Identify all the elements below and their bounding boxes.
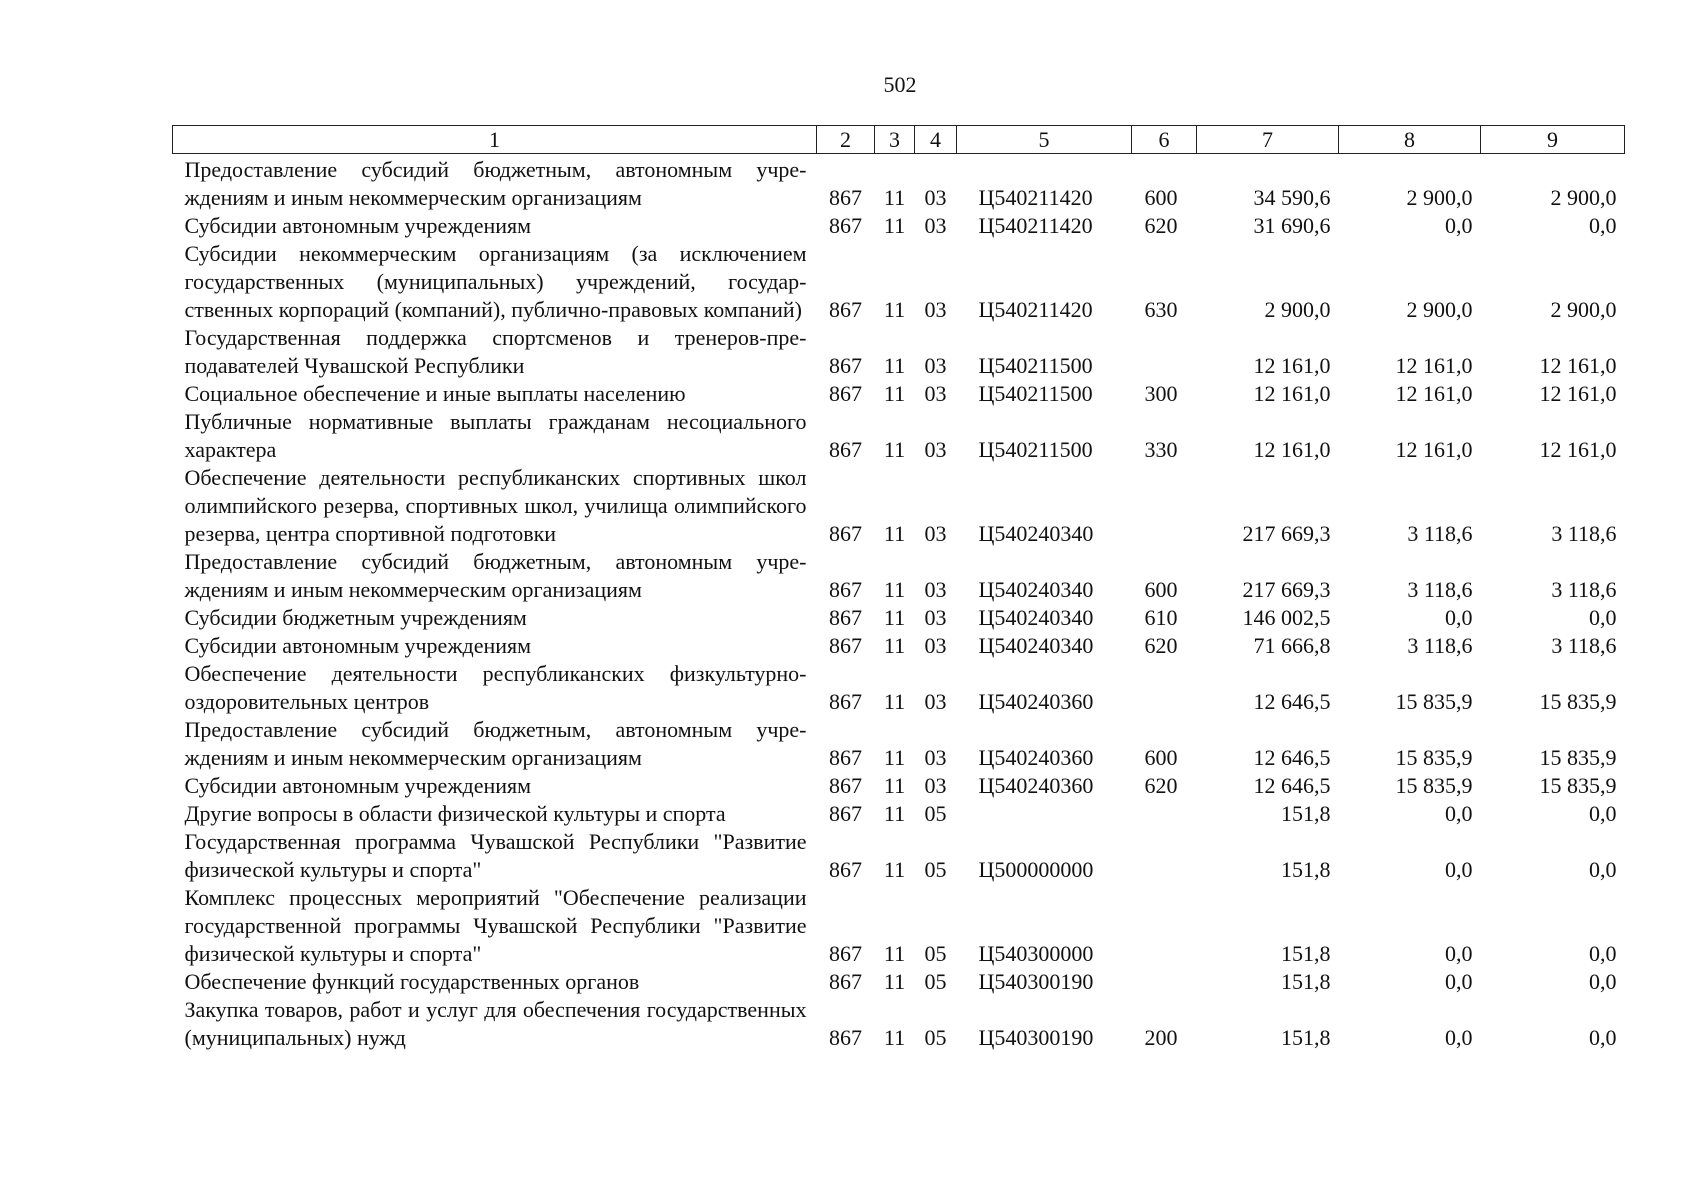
row-name: Субсидии автономным учреждениям bbox=[184, 633, 532, 658]
subsection-code: 03 bbox=[924, 689, 947, 714]
ministry-code: 867 bbox=[829, 577, 862, 602]
row-name: Предоставление субсидий бюджетным, автономным учреждениям и иным некоммерческим организациям bbox=[184, 717, 807, 770]
ministry-code: 867 bbox=[829, 941, 862, 966]
ministry-code: 867 bbox=[829, 1025, 862, 1050]
amount-col-9: 0,0 bbox=[1589, 801, 1617, 826]
amount-col-9: 0,0 bbox=[1589, 941, 1617, 966]
subsection-code: 03 bbox=[924, 381, 947, 406]
ministry-code: 867 bbox=[829, 745, 862, 770]
target-article-code: Ц540300000 bbox=[978, 941, 1094, 966]
expense-type-code bbox=[1132, 884, 1197, 968]
table-row bbox=[173, 716, 1625, 772]
header-cell-7: 7 bbox=[1197, 126, 1339, 154]
table-row bbox=[173, 884, 1625, 968]
expense-type-code: 620 bbox=[1144, 633, 1178, 658]
section-code: 11 bbox=[883, 941, 906, 966]
target-article-code bbox=[957, 800, 1132, 828]
ministry-code: 867 bbox=[829, 689, 862, 714]
row-name: Предоставление субсидий бюджетным, автономным учреждениям и иным некоммерческим организациям bbox=[184, 157, 807, 210]
amount-col-8: 15 835,9 bbox=[1395, 745, 1473, 770]
header-cell-9: 9 bbox=[1481, 126, 1625, 154]
amount-col-8: 0,0 bbox=[1445, 941, 1473, 966]
target-article-code: Ц540211500 bbox=[978, 381, 1093, 406]
amount-col-7: 12 646,5 bbox=[1253, 773, 1331, 798]
expense-type-code bbox=[1132, 968, 1197, 996]
amount-col-9: 12 161,0 bbox=[1539, 437, 1617, 462]
amount-col-8: 0,0 bbox=[1445, 1025, 1473, 1050]
amount-col-8: 15 835,9 bbox=[1395, 689, 1473, 714]
amount-col-9: 12 161,0 bbox=[1539, 381, 1617, 406]
table-row bbox=[173, 380, 1625, 408]
target-article-code: Ц540240360 bbox=[978, 689, 1094, 714]
row-name: Предоставление субсидий бюджетным, автономным учреждениям и иным некоммерческим организациям bbox=[184, 549, 807, 602]
amount-col-8: 3 118,6 bbox=[1407, 521, 1473, 546]
amount-col-7: 151,8 bbox=[1281, 1025, 1331, 1050]
amount-col-8: 12 161,0 bbox=[1395, 437, 1473, 462]
amount-col-7: 151,8 bbox=[1281, 941, 1331, 966]
row-name: Субсидии некоммерческим организациям (за исключением государственных (муниципальных) учреждений, государственных корпораций (компаний), публично-правовых компаний) bbox=[184, 241, 807, 322]
target-article-code: Ц540240340 bbox=[978, 633, 1094, 658]
amount-col-9: 0,0 bbox=[1589, 605, 1617, 630]
amount-col-7: 217 669,3 bbox=[1242, 577, 1331, 602]
subsection-code: 05 bbox=[924, 941, 947, 966]
amount-col-8: 3 118,6 bbox=[1407, 633, 1473, 658]
amount-col-7: 2 900,0 bbox=[1264, 297, 1331, 322]
row-name: Другие вопросы в области физической культуры и спорта bbox=[184, 801, 726, 826]
row-name: Субсидии бюджетным учреждениям bbox=[184, 605, 527, 630]
amount-col-7: 31 690,6 bbox=[1253, 213, 1331, 238]
table-row bbox=[173, 324, 1625, 380]
table-row bbox=[173, 240, 1625, 324]
expense-type-code bbox=[1132, 324, 1197, 380]
header-cell-1: 1 bbox=[173, 126, 817, 154]
expense-type-code: 200 bbox=[1144, 1025, 1178, 1050]
ministry-code: 867 bbox=[829, 213, 862, 238]
amount-col-7: 34 590,6 bbox=[1253, 185, 1331, 210]
amount-col-8: 0,0 bbox=[1445, 969, 1473, 994]
table-row bbox=[173, 212, 1625, 240]
target-article-code: Ц540300190 bbox=[978, 969, 1094, 994]
table-row bbox=[173, 154, 1625, 213]
subsection-code: 03 bbox=[924, 185, 947, 210]
ministry-code: 867 bbox=[829, 353, 862, 378]
row-name: Обеспечение деятельности республиканских физкультурно-оздоровительных центров bbox=[184, 661, 807, 714]
amount-col-7: 12 161,0 bbox=[1253, 437, 1331, 462]
target-article-code: Ц540240360 bbox=[978, 773, 1094, 798]
section-code: 11 bbox=[883, 577, 906, 602]
amount-col-7: 71 666,8 bbox=[1253, 633, 1331, 658]
amount-col-9: 3 118,6 bbox=[1551, 577, 1617, 602]
table-row bbox=[173, 408, 1625, 464]
ministry-code: 867 bbox=[829, 185, 862, 210]
target-article-code: Ц540211420 bbox=[978, 213, 1093, 238]
row-name: Государственная программа Чувашской Республики "Развитие физической культуры и спорта" bbox=[184, 829, 807, 882]
row-name: Субсидии автономным учреждениям bbox=[184, 213, 532, 238]
amount-col-9: 0,0 bbox=[1589, 857, 1617, 882]
subsection-code: 05 bbox=[924, 801, 947, 826]
amount-col-9: 3 118,6 bbox=[1551, 633, 1617, 658]
header-cell-6: 6 bbox=[1132, 126, 1197, 154]
target-article-code: Ц540240340 bbox=[978, 521, 1094, 546]
table-row bbox=[173, 464, 1625, 548]
amount-col-8: 0,0 bbox=[1445, 605, 1473, 630]
table-row bbox=[173, 772, 1625, 800]
table-header bbox=[173, 126, 1625, 154]
section-code: 11 bbox=[883, 745, 906, 770]
header-cell-8: 8 bbox=[1339, 126, 1481, 154]
ministry-code: 867 bbox=[829, 801, 862, 826]
expense-type-code: 300 bbox=[1144, 381, 1178, 406]
amount-col-7: 151,8 bbox=[1281, 969, 1331, 994]
amount-col-9: 3 118,6 bbox=[1551, 521, 1617, 546]
target-article-code: Ц540211500 bbox=[978, 353, 1093, 378]
table-row bbox=[173, 548, 1625, 604]
section-code: 11 bbox=[883, 605, 906, 630]
row-name: Государственная поддержка спортсменов и тренеров-преподавателей Чувашской Республики bbox=[184, 325, 807, 378]
expense-type-code: 620 bbox=[1144, 213, 1178, 238]
subsection-code: 03 bbox=[924, 437, 947, 462]
section-code: 11 bbox=[883, 689, 906, 714]
header-cell-2: 2 bbox=[817, 126, 875, 154]
section-code: 11 bbox=[883, 213, 906, 238]
subsection-code: 03 bbox=[924, 297, 947, 322]
subsection-code: 03 bbox=[924, 633, 947, 658]
amount-col-9: 2 900,0 bbox=[1550, 185, 1617, 210]
amount-col-9: 15 835,9 bbox=[1539, 689, 1617, 714]
expense-type-code: 330 bbox=[1144, 437, 1178, 462]
amount-col-8: 2 900,0 bbox=[1406, 185, 1473, 210]
ministry-code: 867 bbox=[829, 633, 862, 658]
amount-col-7: 151,8 bbox=[1281, 801, 1331, 826]
expense-type-code: 600 bbox=[1144, 745, 1178, 770]
target-article-code: Ц540211420 bbox=[978, 185, 1093, 210]
header-cell-4: 4 bbox=[915, 126, 957, 154]
ministry-code: 867 bbox=[829, 381, 862, 406]
amount-col-8: 0,0 bbox=[1445, 857, 1473, 882]
page-number: 502 bbox=[883, 72, 917, 97]
ministry-code: 867 bbox=[829, 521, 862, 546]
target-article-code: Ц540211420 bbox=[978, 297, 1093, 322]
expense-type-code bbox=[1132, 800, 1197, 828]
target-article-code: Ц540240340 bbox=[978, 605, 1094, 630]
row-name: Публичные нормативные выплаты гражданам несоциального характера bbox=[184, 409, 807, 462]
table-body bbox=[173, 154, 1625, 1053]
ministry-code: 867 bbox=[829, 773, 862, 798]
ministry-code: 867 bbox=[829, 605, 862, 630]
expense-type-code: 600 bbox=[1144, 185, 1178, 210]
table-row bbox=[173, 996, 1625, 1052]
amount-col-9: 2 900,0 bbox=[1550, 297, 1617, 322]
amount-col-8: 12 161,0 bbox=[1395, 353, 1473, 378]
budget-table-container bbox=[172, 125, 1624, 1052]
target-article-code: Ц500000000 bbox=[978, 857, 1094, 882]
section-code: 11 bbox=[883, 381, 906, 406]
row-name: Закупка товаров, работ и услуг для обеспечения государственных (муниципальных) нужд bbox=[184, 997, 807, 1050]
ministry-code: 867 bbox=[829, 437, 862, 462]
row-name: Субсидии автономным учреждениям bbox=[184, 773, 532, 798]
amount-col-8: 0,0 bbox=[1445, 801, 1473, 826]
section-code: 11 bbox=[883, 633, 906, 658]
amount-col-9: 15 835,9 bbox=[1539, 745, 1617, 770]
amount-col-7: 12 161,0 bbox=[1253, 381, 1331, 406]
amount-col-9: 0,0 bbox=[1589, 1025, 1617, 1050]
ministry-code: 867 bbox=[829, 297, 862, 322]
section-code: 11 bbox=[883, 353, 906, 378]
target-article-code: Ц540240360 bbox=[978, 745, 1094, 770]
amount-col-7: 217 669,3 bbox=[1242, 521, 1331, 546]
expense-type-code: 600 bbox=[1144, 577, 1178, 602]
row-name: Комплекс процессных мероприятий "Обеспечение реализации государственной программы Чувашской Республики "Развитие физической культуры и спорта" bbox=[184, 885, 807, 966]
amount-col-9: 15 835,9 bbox=[1539, 773, 1617, 798]
amount-col-7: 12 161,0 bbox=[1253, 353, 1331, 378]
header-cell-5: 5 bbox=[957, 126, 1132, 154]
section-code: 11 bbox=[883, 801, 906, 826]
subsection-code: 05 bbox=[924, 857, 947, 882]
row-name: Обеспечение деятельности республиканских спортивных школ олимпийского резерва, спортивных школ, училища олимпийского резерва, центра спортивной подготовки bbox=[184, 465, 807, 546]
ministry-code: 867 bbox=[829, 857, 862, 882]
section-code: 11 bbox=[883, 297, 906, 322]
amount-col-7: 146 002,5 bbox=[1242, 605, 1331, 630]
subsection-code: 03 bbox=[924, 773, 947, 798]
subsection-code: 05 bbox=[924, 1025, 947, 1050]
target-article-code: Ц540211500 bbox=[978, 437, 1093, 462]
table-row bbox=[173, 632, 1625, 660]
ministry-code: 867 bbox=[829, 969, 862, 994]
section-code: 11 bbox=[883, 773, 906, 798]
section-code: 11 bbox=[883, 1025, 906, 1050]
table-row bbox=[173, 604, 1625, 632]
amount-col-8: 0,0 bbox=[1445, 213, 1473, 238]
amount-col-8: 3 118,6 bbox=[1407, 577, 1473, 602]
row-name: Социальное обеспечение и иные выплаты населению bbox=[184, 381, 686, 406]
target-article-code: Ц540240340 bbox=[978, 577, 1094, 602]
expense-type-code: 620 bbox=[1144, 773, 1178, 798]
amount-col-8: 12 161,0 bbox=[1395, 381, 1473, 406]
target-article-code: Ц540300190 bbox=[978, 1025, 1094, 1050]
subsection-code: 03 bbox=[924, 213, 947, 238]
section-code: 11 bbox=[883, 185, 906, 210]
subsection-code: 03 bbox=[924, 745, 947, 770]
expense-type-code: 610 bbox=[1144, 605, 1178, 630]
amount-col-9: 12 161,0 bbox=[1539, 353, 1617, 378]
amount-col-8: 2 900,0 bbox=[1406, 297, 1473, 322]
amount-col-9: 0,0 bbox=[1589, 213, 1617, 238]
header-cell-3: 3 bbox=[875, 126, 915, 154]
subsection-code: 03 bbox=[924, 577, 947, 602]
amount-col-7: 12 646,5 bbox=[1253, 689, 1331, 714]
section-code: 11 bbox=[883, 857, 906, 882]
expense-type-code bbox=[1132, 464, 1197, 548]
section-code: 11 bbox=[883, 521, 906, 546]
table-row bbox=[173, 968, 1625, 996]
section-code: 11 bbox=[883, 437, 906, 462]
subsection-code: 03 bbox=[924, 521, 947, 546]
table-row bbox=[173, 800, 1625, 828]
amount-col-8: 15 835,9 bbox=[1395, 773, 1473, 798]
table-row bbox=[173, 828, 1625, 884]
amount-col-7: 12 646,5 bbox=[1253, 745, 1331, 770]
row-name: Обеспечение функций государственных органов bbox=[184, 969, 640, 994]
expense-type-code bbox=[1132, 660, 1197, 716]
header-row bbox=[173, 126, 1625, 154]
amount-col-7: 151,8 bbox=[1281, 857, 1331, 882]
subsection-code: 03 bbox=[924, 353, 947, 378]
section-code: 11 bbox=[883, 969, 906, 994]
amount-col-9: 0,0 bbox=[1589, 969, 1617, 994]
budget-table bbox=[172, 125, 1625, 1052]
expense-type-code: 630 bbox=[1144, 297, 1178, 322]
subsection-code: 03 bbox=[924, 605, 947, 630]
subsection-code: 05 bbox=[924, 969, 947, 994]
expense-type-code bbox=[1132, 828, 1197, 884]
table-row bbox=[173, 660, 1625, 716]
